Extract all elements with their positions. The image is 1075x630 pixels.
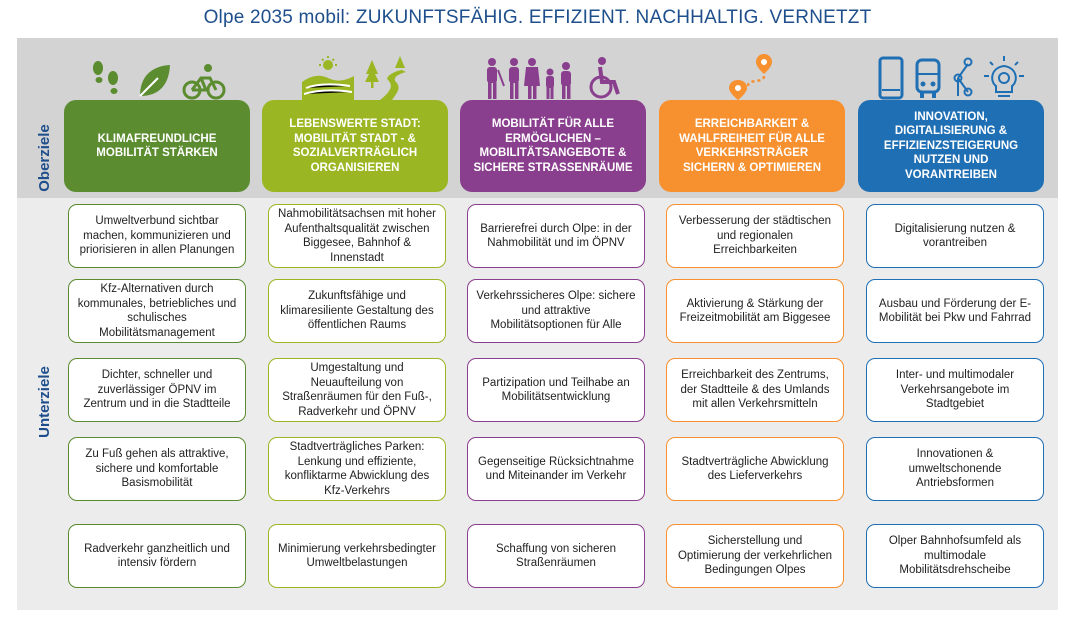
subgoal-card: Sicherstellung und Optimierung der verkehrlichen Bedingungen Olpes <box>666 524 844 588</box>
subgoal-card: Schaffung von sicheren Straßenräumen <box>467 524 645 588</box>
subgoal-card: Zu Fuß gehen als attraktive, sichere und komfortable Basismobilität <box>68 437 246 501</box>
network-icon <box>952 56 974 100</box>
leaf-icon <box>136 62 172 100</box>
subgoal-card: Barrierefrei durch Olpe: in der Nahmobilität und im ÖPNV <box>467 204 645 268</box>
goal-innovation-digitalisierung: INNOVATION, DIGITALISIERUNG & EFFIZIENZSTEIGERUNG NUTZEN UND VORANTREIBEN <box>858 100 1044 192</box>
landscape-icon <box>302 56 354 100</box>
subgoal-card: Stadtverträgliches Parken: Lenkung und effiziente, konfliktarme Abwicklung des Kfz-Verkehrs <box>268 437 446 501</box>
subgoal-card: Erreichbarkeit des Zentrums, der Stadtteile & des Umlands mit allen Verkehrsmitteln <box>666 358 844 422</box>
bus-icon <box>914 56 942 100</box>
subgoal-card: Nahmobilitätsachsen mit hoher Aufenthaltsqualität zwischen Biggesee, Bahnhof & Innenstadt <box>268 204 446 268</box>
column-3-icons <box>460 46 646 100</box>
column-4-icons <box>659 46 845 100</box>
page-title: Olpe 2035 mobil: ZUKUNFTSFÄHIG. EFFIZIENT. NACHHALTIG. VERNETZT <box>203 7 872 28</box>
subgoal-card: Verbesserung der städtischen und regionalen Erreichbarkeiten <box>666 204 844 268</box>
column-5-icons <box>858 46 1044 100</box>
cyclist-icon <box>182 62 226 100</box>
subgoal-card: Olper Bahnhofsumfeld als multimodale Mobilitätsdrehscheibe <box>866 524 1044 588</box>
lightbulb-gear-icon <box>984 56 1024 100</box>
smartphone-icon <box>878 56 904 100</box>
subgoal-card: Minimierung verkehrsbedingter Umweltbelastungen <box>268 524 446 588</box>
subgoal-card: Stadtverträgliche Abwicklung des Lieferverkehrs <box>666 437 844 501</box>
subgoal-card: Inter- und multimodaler Verkehrsangebote im Stadtgebiet <box>866 358 1044 422</box>
people-family-icon <box>484 56 576 100</box>
subgoal-card: Zukunftsfähige und klimaresiliente Gestaltung des öffentlichen Raums <box>268 279 446 343</box>
subgoal-card: Verkehrssicheres Olpe: sichere und attraktive Mobilitätsoptionen für Alle <box>467 279 645 343</box>
unterziele-label: Unterziele <box>36 366 53 438</box>
subgoal-card: Partizipation und Teilhabe an Mobilitätsentwicklung <box>467 358 645 422</box>
trees-road-icon <box>364 56 408 100</box>
goal-erreichbarkeit: ERREICHBARKEIT & WAHLFREIHEIT FÜR ALLE VERKEHRSTRÄGER SICHERN & OPTIMIEREN <box>659 100 845 192</box>
subgoal-card: Umgestaltung und Neuaufteilung von Straßenräumen für den Fuß-, Radverkehr und ÖPNV <box>268 358 446 422</box>
goal-klimafreundliche-mobilitaet: KLIMAFREUNDLICHE MOBILITÄT STÄRKEN <box>64 100 250 192</box>
subgoal-card: Gegenseitige Rücksichtnahme und Miteinander im Verkehr <box>467 437 645 501</box>
oberziele-label: Oberziele <box>36 124 53 192</box>
subgoal-card: Dichter, schneller und zuverlässiger ÖPNV im Zentrum und in die Stadtteile <box>68 358 246 422</box>
footprints-icon <box>88 60 126 100</box>
subgoal-card: Ausbau und Förderung der E-Mobilität bei Pkw und Fahrrad <box>866 279 1044 343</box>
subgoal-card: Kfz-Alternativen durch kommunales, betriebliches und schulisches Mobilitätsmanagement <box>68 279 246 343</box>
subgoal-card: Digitalisierung nutzen & vorantreiben <box>866 204 1044 268</box>
goal-lebenswerte-stadt: LEBENSWERTE STADT: MOBILITÄT STADT - & SOZIALVERTRÄGLICH ORGANISIEREN <box>262 100 448 192</box>
column-2-icons <box>262 46 448 100</box>
subgoal-card: Umweltverbund sichtbar machen, kommunizieren und priorisieren in allen Planungen <box>68 204 246 268</box>
subgoal-card: Radverkehr ganzheitlich und intensiv fördern <box>68 524 246 588</box>
subgoal-card: Innovationen & umweltschonende Antriebsformen <box>866 437 1044 501</box>
subgoal-card: Aktivierung & Stärkung der Freizeitmobilität am Biggesee <box>666 279 844 343</box>
route-pin-icon <box>728 54 776 100</box>
wheelchair-icon <box>586 56 622 100</box>
goal-mobilitaet-fuer-alle: MOBILITÄT FÜR ALLE ERMÖGLICHEN – MOBILITÄTSANGEBOTE & SICHERE STRASSENRÄUME <box>460 100 646 192</box>
column-1-icons <box>64 46 250 100</box>
